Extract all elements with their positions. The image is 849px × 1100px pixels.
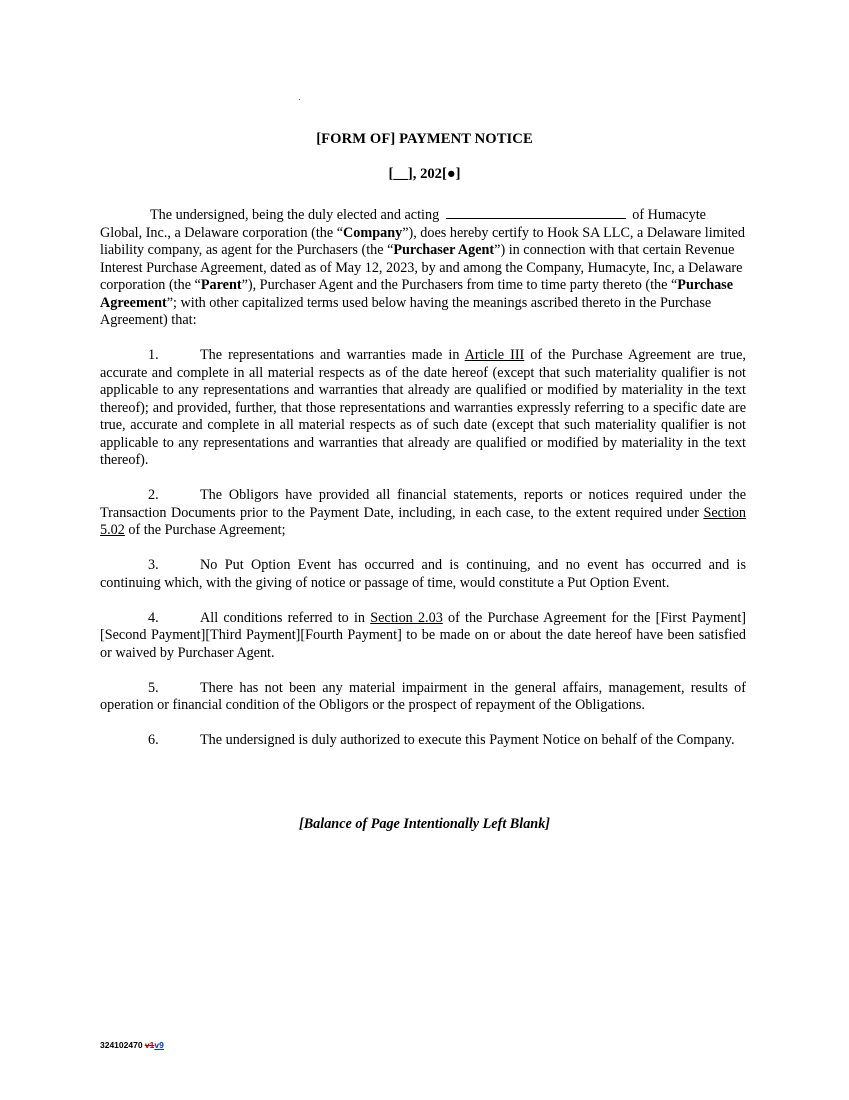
document-footer <box>100 1040 164 1050</box>
list-item <box>100 347 746 470</box>
list-item <box>100 732 746 750</box>
old-version: v1 <box>144 1040 155 1050</box>
list-item <box>100 610 746 663</box>
section-reference: Section 5.02 <box>100 504 746 538</box>
item-text: No Put Option Event has occurred and is continuing, and no event has occurred and is continuing which, with the giving of notice or passage of time, would constitute a Put Option Event. <box>100 557 746 591</box>
document-title: [FORM OF] PAYMENT NOTICE <box>316 131 533 147</box>
item-number: 1. <box>148 347 159 363</box>
new-version: v9 <box>154 1040 164 1050</box>
item-number: 6. <box>148 732 159 748</box>
item-number: 2. <box>148 487 159 503</box>
intro-text-6: ”; with other capitalized terms used below having the meanings ascribed thereto in the Purchase Agreement) that: <box>100 294 712 328</box>
intro-text-1: The undersigned, being the duly elected and acting <box>150 207 440 223</box>
item-text: There has not been any material impairment in the general affairs, management, results of operation or financial condition of the Obligors or the prospect of repayment of the Obligations. <box>100 679 746 713</box>
title-blank-line <box>446 205 626 219</box>
list-item <box>100 487 746 540</box>
item-number: 4. <box>148 609 159 626</box>
purchase-agreement-term: Purchase Agreement <box>100 277 733 311</box>
purchaser-agent-term: Purchaser Agent <box>393 242 495 258</box>
list-item <box>100 557 746 592</box>
intro-paragraph <box>100 205 746 330</box>
balance-note: [Balance of Page Intentionally Left Blank] <box>298 816 551 832</box>
item-number: 3. <box>148 557 159 573</box>
intro-text-3: ”), does hereby certify to Hook SA LLC, a Delaware limited liability company, as agent for the Purchasers (the “ <box>100 224 745 258</box>
item-text: of the Purchase Agreement for the [First Payment][Second Payment][Third Payment][Fourth Payment] to be made on or about the date hereof have been satisfied or waived by Purchaser Agent. <box>100 609 746 661</box>
intro-text-2: of Humacyte Global, Inc., a Delaware corporation (the “ <box>100 207 706 241</box>
item-text: The Obligors have provided all financial statements, reports or notices required under the Transaction Documents prior to the Payment Date, including, in each case, to the extent required under <box>100 487 746 521</box>
section-reference: Section 2.03 <box>370 609 443 626</box>
list-item <box>100 680 746 715</box>
item-text: The representations and warranties made in <box>200 347 465 363</box>
item-number: 5. <box>148 679 159 696</box>
parent-term: Parent <box>200 277 242 293</box>
doc-id: 324102470 <box>100 1040 143 1050</box>
item-text: of the Purchase Agreement; <box>124 522 286 538</box>
intro-text-5: ”), Purchaser Agent and the Purchasers from time to time party thereto (the “ <box>241 277 678 293</box>
intro-text-4: ”) in connection with that certain Revenue Interest Purchase Agreement, dated as of May 12, 2023, by and among the Company, Humacyte, Inc, a Delaware corporation (the “ <box>100 242 743 293</box>
item-text: The undersigned is duly authorized to execute this Payment Notice on behalf of the Company. <box>200 732 735 748</box>
item-text: All conditions referred to in <box>200 609 371 626</box>
company-term: Company <box>343 224 403 241</box>
item-text: of the Purchase Agreement are true, accurate and complete in all material respects as of the date hereof (except that such materiality qualifier is not applicable to any representations and warranties that already are qualified or modified by materiality in the text thereof); and provided, further, that those representations and warranties expressly referring to a specific date are true, accurate and complete in all material respects as of such date (except that such materiality qualifier is not applicable to any representations and warranties that already are qualified or modified by materiality in the text thereof). <box>100 347 746 468</box>
article-reference: Article III <box>464 347 525 363</box>
document-date: [__], 202[●] <box>388 166 461 182</box>
stray-dot <box>299 99 300 100</box>
document-body <box>100 205 746 750</box>
